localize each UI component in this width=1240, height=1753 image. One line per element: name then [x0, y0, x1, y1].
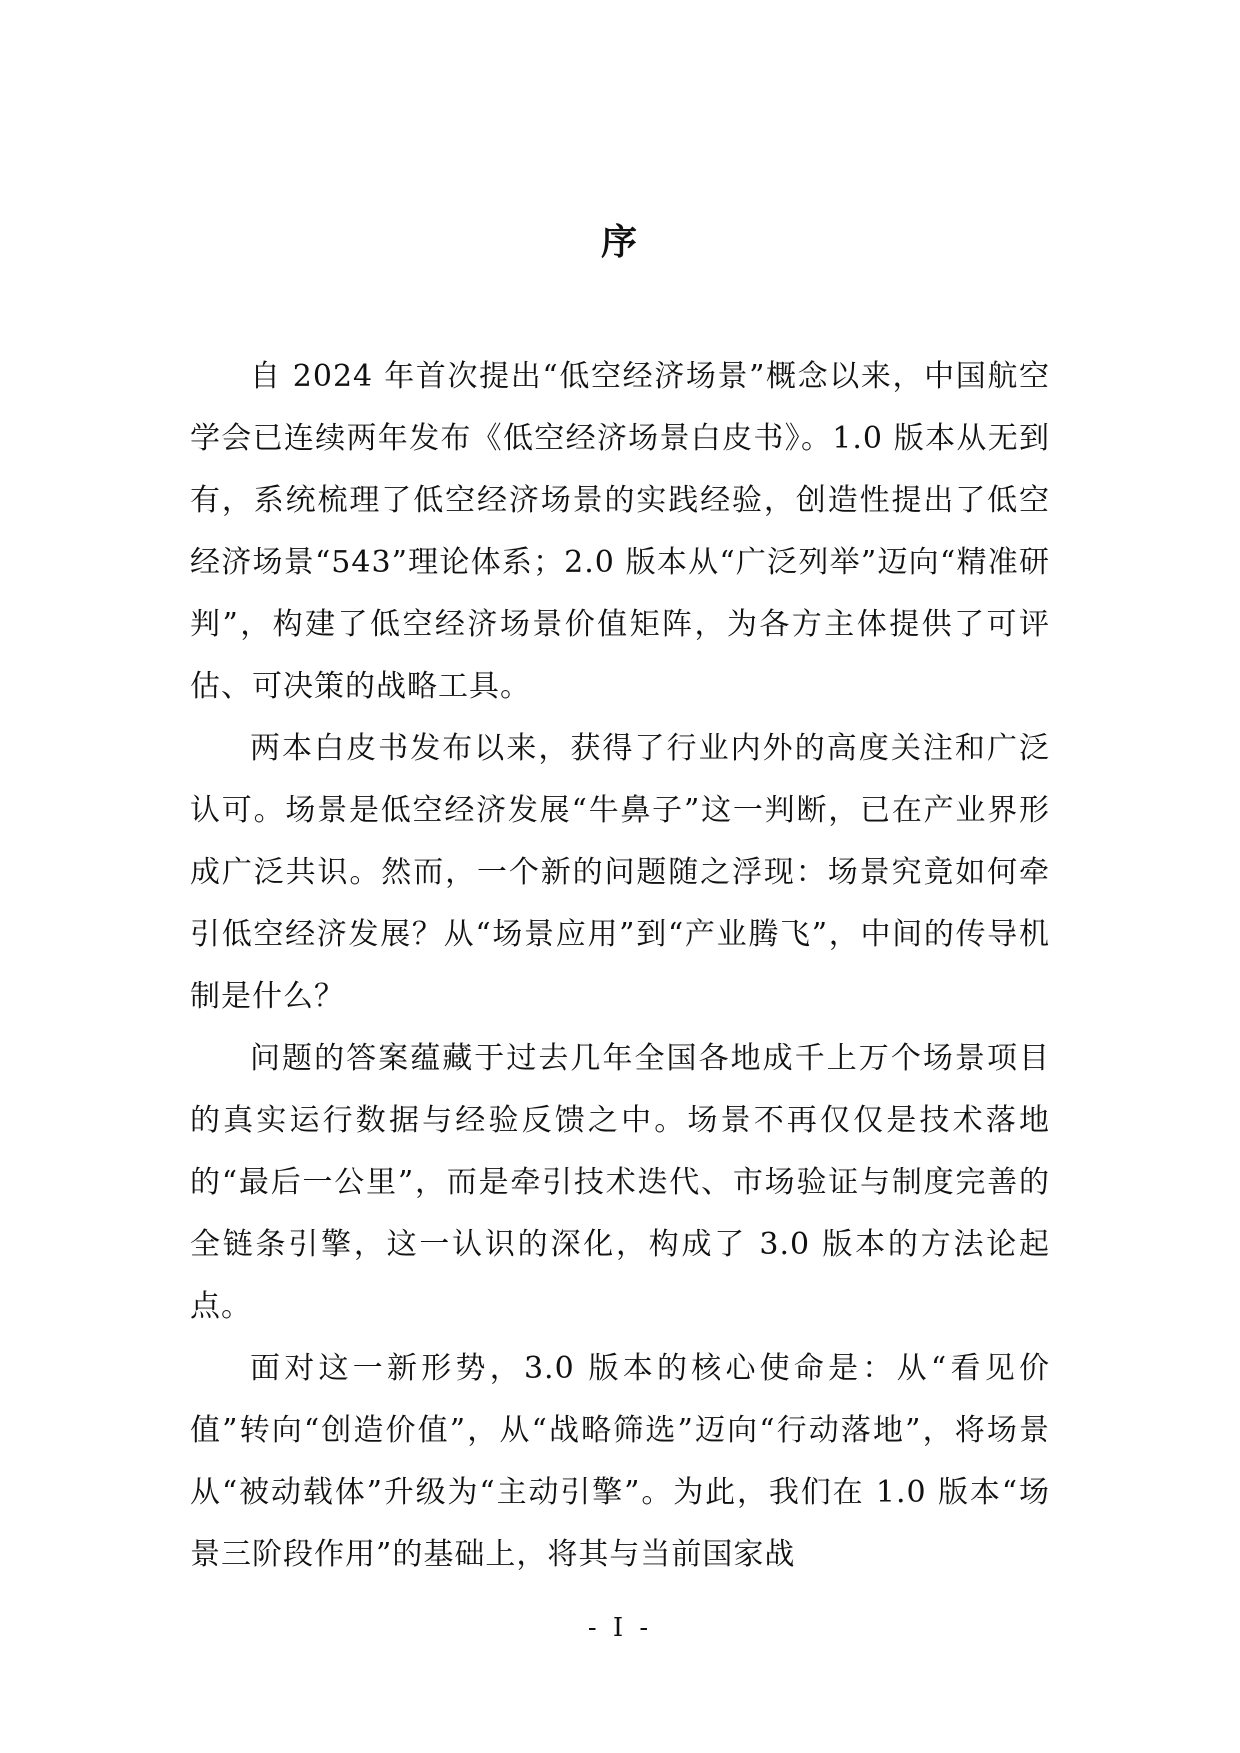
paragraph: 问题的答案蕴藏于过去几年全国各地成千上万个场景项目的真实运行数据与经验反馈之中。场景不再仅仅是技术落地的“最后一公里”，而是牵引技术迭代、市场验证与制度完善的全链条引擎，这一认识的深化，构成了 3.0 版本的方法论起点。: [190, 1041, 1050, 1324]
paragraph: 面对这一新形势，3.0 版本的核心使命是：从“看见价值”转向“创造价值”，从“战略筛选”迈向“行动落地”，将场景从“被动载体”升级为“主动引擎”。为此，我们在 1.0 版本“场景三阶段作用”的基础上，将其与当前国家战: [190, 1351, 1050, 1572]
page-title: 序: [600, 221, 639, 263]
body-text: [190, 346, 1050, 1586]
paragraph: 两本白皮书发布以来，获得了行业内外的高度关注和广泛认可。场景是低空经济发展“牛鼻子”这一判断，已在产业界形成广泛共识。然而，一个新的问题随之浮现：场景究竟如何牵引低空经济发展？从“场景应用”到“产业腾飞”，中间的传导机制是什么？: [190, 731, 1050, 1014]
page-number: - I -: [587, 1613, 653, 1643]
paragraph: 自 2024 年首次提出“低空经济场景”概念以来，中国航空学会已连续两年发布《低空经济场景白皮书》。1.0 版本从无到有，系统梳理了低空经济场景的实践经验，创造性提出了低空经济场景“543”理论体系；2.0 版本从“广泛列举”迈向“精准研判”，构建了低空经济场景价值矩阵，为各方主体提供了可评估、可决策的战略工具。: [190, 359, 1050, 704]
